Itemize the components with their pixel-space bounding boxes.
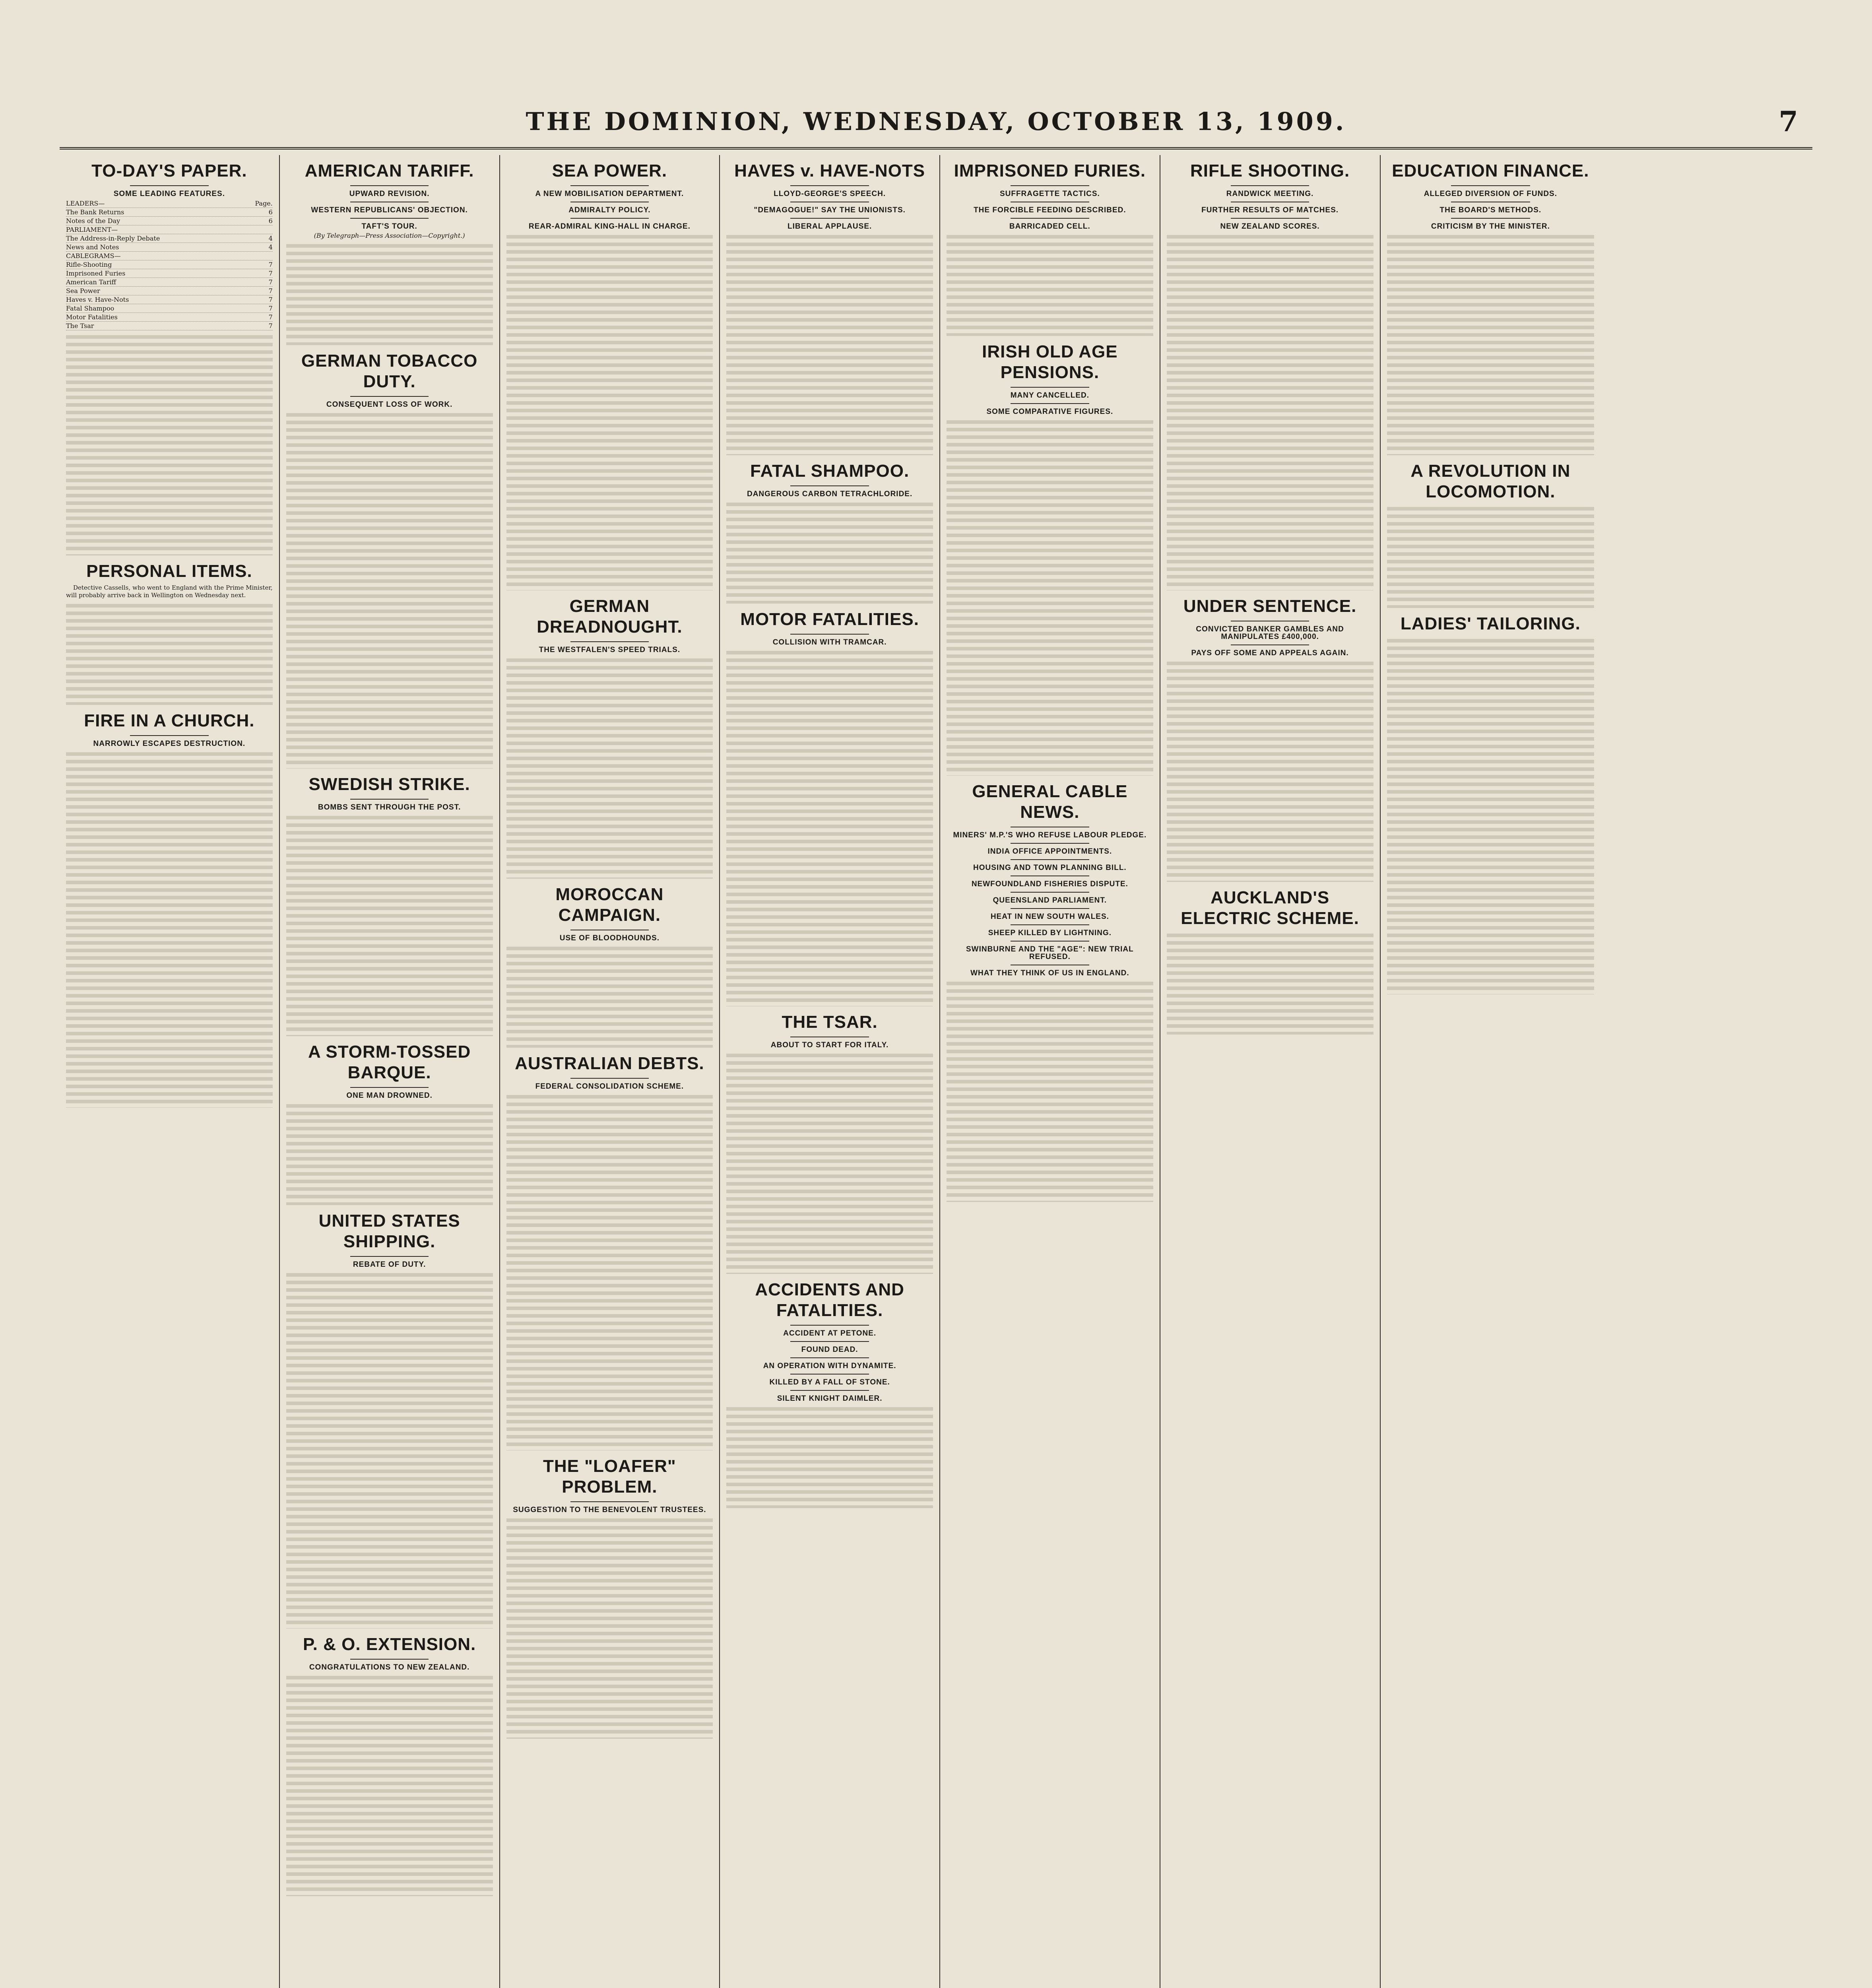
article-subheading: SUFFRAGETTE TACTICS. [999,190,1100,198]
article [947,781,1153,1202]
headline-rule [1011,843,1089,844]
contents-page: 7 [268,305,273,312]
article-headline: P. & O. EXTENSION. [303,1635,476,1654]
article-headline: A REVOLUTION IN LOCOMOTION. [1410,461,1571,501]
headline-rule [350,185,429,186]
article-subheading: THE BOARD'S METHODS. [1439,206,1542,214]
article [506,596,713,879]
article-body-text [286,1673,493,1896]
article-subheading: HEAT IN NEW SOUTH WALES. [990,912,1109,921]
headline-rule [1231,218,1309,219]
contents-label: The Address-in-Reply Debate [66,235,160,242]
article [726,461,933,604]
article-subheading: ADMIRALTY POLICY. [568,206,651,214]
article-subheading: MINERS' M.P.'S WHO REFUSE LABOUR PLEDGE. [953,831,1147,839]
contents-page: 4 [268,243,273,251]
contents-row [66,252,273,260]
contents-page: 6 [268,217,273,225]
article-subheading: ACCIDENT AT PETONE. [783,1329,877,1338]
article [1167,596,1373,882]
article [286,1634,493,1896]
article-subheading: CONGRATULATIONS TO NEW ZEALAND. [309,1663,470,1672]
article-subheading: INDIA OFFICE APPOINTMENTS. [987,847,1112,856]
article-subheading: REAR-ADMIRAL KING-HALL IN CHARGE. [528,222,691,231]
headline-rule [1451,218,1530,219]
article-body-text [726,1405,933,1508]
article-headline: MOTOR FATALITIES. [740,610,919,629]
article-body-text [1167,659,1373,882]
contents-row [66,225,273,234]
article [506,1053,713,1450]
article-subheading: TAFT'S TOUR. [361,222,417,231]
contents-row [66,199,273,208]
article-subheading: DANGEROUS CARBON TETRACHLORIDE. [747,490,913,498]
article-headline: THE TSAR. [782,1012,878,1032]
article-headline: PERSONAL ITEMS. [86,561,252,581]
article-body-text [66,333,273,555]
headline-rule [1011,859,1089,860]
headline-rule [1011,924,1089,925]
headline-rule [1011,387,1089,388]
headline-rule [1011,218,1089,219]
contents-page: 7 [268,313,273,321]
article-headline: A STORM-TOSSED BARQUE. [308,1042,471,1082]
headline-rule [350,1087,429,1088]
article-subheading: A NEW MOBILISATION DEPARTMENT. [535,190,684,198]
article-body-text [947,418,1153,776]
contents-row [66,260,273,269]
article-subheading: WESTERN REPUBLICANS' OBJECTION. [311,206,468,214]
article-subheading: UPWARD REVISION. [349,190,430,198]
contents-row [66,287,273,295]
article [1167,887,1373,1035]
article [1387,461,1595,608]
headline-rule [790,1341,869,1342]
contents-label: Notes of the Day [66,217,120,225]
contents-label: The Bank Returns [66,208,124,216]
article-headline: GERMAN TOBACCO DUTY. [301,351,478,391]
headline-rule [790,218,869,219]
contents-page: 7 [268,270,273,277]
headline-rule [1011,403,1089,404]
article-headline: UNITED STATES SHIPPING. [318,1211,460,1251]
article-body-text [66,602,273,705]
contents-row [66,269,273,278]
headline-rule [350,799,429,800]
article [66,711,273,1108]
article-subheading: CRITICISM BY THE MINISTER. [1431,222,1550,231]
article-subheading: BOMBS SENT THROUGH THE POST. [318,803,461,812]
contents-row [66,243,273,252]
article-body-text [66,750,273,1108]
headline-rule [570,185,649,186]
contents-page: 4 [268,235,273,242]
headline-rule [1011,941,1089,942]
article-body-text [286,1271,493,1629]
contents-page: 7 [268,278,273,286]
headline-rule [790,185,869,186]
article-subheading: NARROWLY ESCAPES DESTRUCTION. [93,740,246,748]
article-subheading: QUEENSLAND PARLIAMENT. [993,896,1107,905]
article-subheading: NEW ZEALAND SCORES. [1220,222,1320,231]
article [1387,613,1595,994]
column-7 [1381,155,1601,1988]
article-headline: AMERICAN TARIFF. [305,161,474,181]
contents-label: Rifle-Shooting [66,261,112,268]
article-subheading: RANDWICK MEETING. [1226,190,1314,198]
article [1387,161,1595,455]
article [726,1279,933,1508]
article-headline: TO-DAY'S PAPER. [91,161,247,181]
column-1 [60,155,280,1988]
article-subheading: CONVICTED BANKER GAMBLES AND MANIPULATES £400,000. [1196,625,1344,641]
article-body-text [1387,637,1595,994]
article [506,1456,713,1739]
article-body-text [286,411,493,769]
article-body-text [947,233,1153,336]
contents-page: 7 [268,287,273,295]
article-body-text [286,242,493,345]
column-2 [280,155,500,1988]
article-body-text [1387,505,1595,608]
article-body-text [506,656,713,879]
article [286,351,493,769]
masthead [72,99,1800,143]
article-body-text [726,233,933,455]
contents-label: Sea Power [66,287,100,295]
article-headline: EDUCATION FINANCE. [1392,161,1589,181]
headline-rule [1011,185,1089,186]
contents-label: Imprisoned Furies [66,270,126,277]
headline-rule [350,396,429,397]
article-subheading: THE FORCIBLE FEEDING DESCRIBED. [974,206,1126,214]
contents-row [66,313,273,322]
contents-label: Haves v. Have-Nots [66,296,129,303]
article-headline: AUCKLAND'S ELECTRIC SCHEME. [1181,888,1359,928]
headline-rule [1451,185,1530,186]
headline-rule [790,1390,869,1391]
article [66,561,273,705]
column-4 [720,155,940,1988]
contents-page: Page. [255,200,273,207]
article-subheading: LIBERAL APPLAUSE. [787,222,872,231]
article-headline: IMPRISONED FURIES. [954,161,1146,181]
headline-rule [570,641,649,642]
headline-rule [1011,908,1089,909]
headline-rule [790,634,869,635]
article-subheading: "DEMAGOGUE!" SAY THE UNIONISTS. [754,206,906,214]
headline-rule [1231,185,1309,186]
contents-row [66,278,273,287]
contents-label: PARLIAMENT— [66,226,118,233]
article-body-text [726,500,933,604]
article-subheading: HOUSING AND TOWN PLANNING BILL. [973,864,1127,872]
article [947,161,1153,336]
article-subheading: LLOYD-GEORGE'S SPEECH. [774,190,886,198]
article-headline: SEA POWER. [552,161,667,181]
article-body-text [506,233,713,590]
masthead-rule [60,147,1812,149]
article-subheading: SWINBURNE AND THE "AGE": NEW TRIAL REFUSED. [966,945,1134,961]
contents-row [66,322,273,330]
contents-label: The Tsar [66,322,94,330]
article-subheading: MANY CANCELLED. [1010,391,1090,400]
article-body-text [947,979,1153,1202]
page-number: 7 [1779,105,1800,138]
article [66,161,273,555]
headline-rule [350,1659,429,1660]
article [726,1012,933,1274]
article-headline: FIRE IN A CHURCH. [84,711,255,730]
headline-rule [570,1078,649,1079]
article-paragraph: Detective Cassells, who went to England with the Prime Minister, will probably arrive back in Wellington on Wednesday next. [66,584,273,599]
article [506,884,713,1048]
contents-page: 7 [268,261,273,268]
masthead-title: THE DOMINION, WEDNESDAY, OCTOBER 13, 1909. [526,107,1346,136]
article-subheading: ABOUT TO START FOR ITALY. [770,1041,889,1049]
article-subheading: SOME COMPARATIVE FIGURES. [986,408,1114,416]
article-body-text [1167,931,1373,1035]
contents-label: LEADERS— [66,200,105,207]
article-subheading: ALLEGED DIVERSION OF FUNDS. [1424,190,1557,198]
article-subheading: SILENT KNIGHT DAIMLER. [777,1394,883,1403]
article-body-text [506,1093,713,1450]
contents-row [66,304,273,313]
contents-page: 7 [268,322,273,330]
article-subheading: KILLED BY A FALL OF STONE. [769,1378,890,1386]
article [726,161,933,455]
article-subheading: USE OF BLOODHOUNDS. [559,934,660,942]
contents-row [66,217,273,225]
article-subheading: WHAT THEY THINK OF US IN ENGLAND. [970,969,1129,977]
article-body-text [1387,233,1595,455]
headline-rule [130,185,209,186]
contents-label: News and Notes [66,243,119,251]
press-credit: (By Telegraph—Press Association—Copyright.) [314,232,465,239]
headline-rule [790,1325,869,1326]
article [286,1211,493,1629]
article-headline: UNDER SENTENCE. [1183,596,1357,616]
contents-label: American Tariff [66,278,116,286]
article [286,1042,493,1205]
article-subheading: COLLISION WITH TRAMCAR. [772,638,887,646]
article [286,161,493,345]
article-headline: LADIES' TAILORING. [1400,614,1581,633]
article-headline: RIFLE SHOOTING. [1190,161,1350,181]
article [1167,161,1373,590]
article-subheading: FOUND DEAD. [801,1345,858,1354]
contents-row [66,234,273,243]
article-subheading: AN OPERATION WITH DYNAMITE. [763,1362,896,1370]
article-body-text [506,944,713,1048]
article-subheading: THE WESTFALEN'S SPEED TRIALS. [539,646,681,654]
contents-label: Motor Fatalities [66,313,118,321]
article [286,774,493,1036]
article-subheading: REBATE OF DUTY. [353,1260,426,1269]
article-subheading: NEWFOUNDLAND FISHERIES DISPUTE. [971,880,1128,888]
article-subheading: PAYS OFF SOME AND APPEALS AGAIN. [1191,649,1349,657]
article-body-text [506,1516,713,1739]
article [506,161,713,590]
contents-row [66,295,273,304]
article-headline: GENERAL CABLE NEWS. [972,782,1128,822]
headline-rule [1011,892,1089,893]
headline-rule [790,485,869,486]
article-headline: MOROCCAN CAMPAIGN. [555,885,664,925]
article-body-text [286,813,493,1036]
article-body-text [726,648,933,1006]
article-headline: THE "LOAFER" PROBLEM. [543,1456,676,1497]
headline-rule [350,218,429,219]
article-subheading: FURTHER RESULTS OF MATCHES. [1201,206,1339,214]
column-3 [500,155,720,1988]
newspaper-columns [60,155,1821,1988]
contents-page: 6 [268,208,273,216]
article-body-text [1167,233,1373,590]
article-headline: SWEDISH STRIKE. [308,775,470,794]
article-body-text [286,1102,493,1205]
article-headline: IRISH OLD AGE PENSIONS. [982,342,1118,382]
headline-rule [570,1501,649,1502]
article-subheading: CONSEQUENT LOSS OF WORK. [326,400,453,409]
article-headline: FATAL SHAMPOO. [750,461,910,481]
contents-label: Fatal Shampoo [66,305,114,312]
article-headline: AUSTRALIAN DEBTS. [515,1054,704,1073]
article-body-text [726,1051,933,1274]
article [947,342,1153,776]
article-subheading: SHEEP KILLED BY LIGHTNING. [988,929,1112,937]
article-subheading: SOME LEADING FEATURES. [113,190,225,198]
article-headline: ACCIDENTS AND FATALITIES. [755,1280,904,1320]
contents-page: 7 [268,296,273,303]
article-headline: GERMAN DREADNOUGHT. [537,596,683,637]
column-5 [940,155,1160,1988]
column-6 [1160,155,1381,1988]
article-subheading: ONE MAN DROWNED. [346,1091,433,1100]
article-headline: HAVES v. HAVE-NOTS [734,161,925,181]
contents-label: CABLEGRAMS— [66,252,121,260]
headline-rule [790,1357,869,1358]
article-subheading: FEDERAL CONSOLIDATION SCHEME. [535,1082,684,1091]
article [726,609,933,1006]
article-subheading: SUGGESTION TO THE BENEVOLENT TRUSTEES. [513,1506,706,1514]
article-subheading: BARRICADED CELL. [1009,222,1090,231]
headline-rule [130,735,209,736]
headline-rule [790,1374,869,1375]
contents-row [66,208,273,217]
headline-rule [350,1256,429,1257]
headline-rule [570,218,649,219]
